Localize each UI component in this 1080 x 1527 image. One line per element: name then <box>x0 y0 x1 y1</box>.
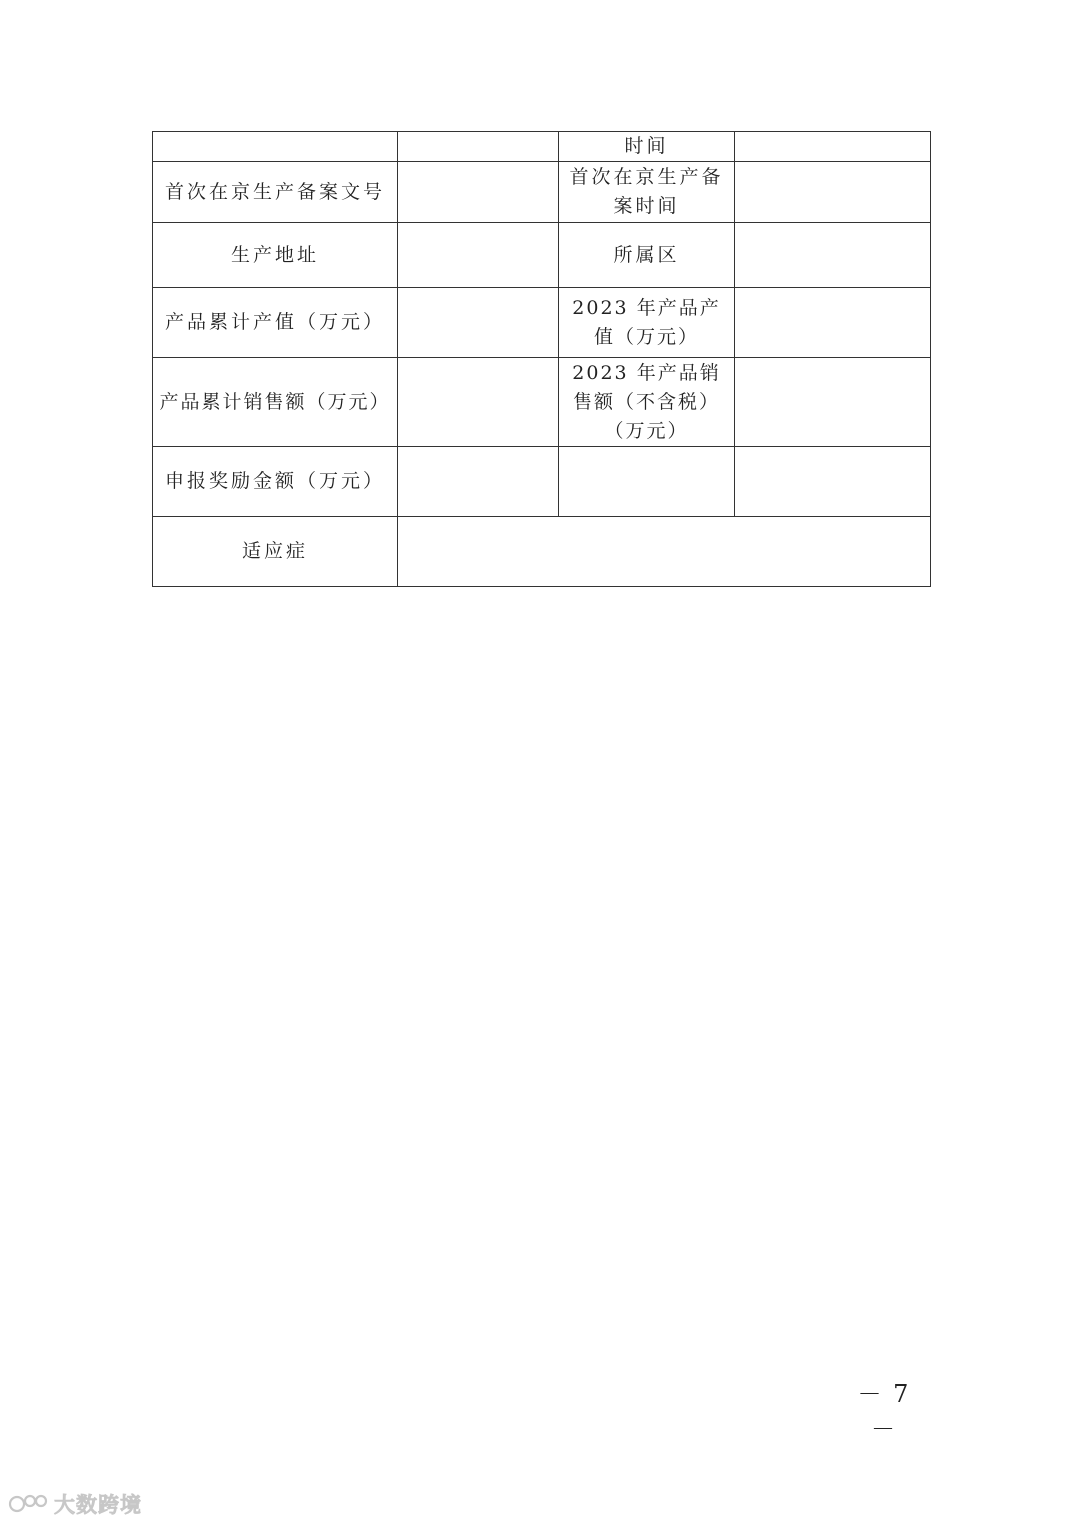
brand-logo-icon <box>8 1492 48 1516</box>
table-row <box>153 288 931 358</box>
form-value-cell[interactable] <box>735 288 931 358</box>
form-value-cell[interactable] <box>735 358 931 447</box>
declaration-form-table <box>152 131 931 587</box>
form-label: 申报奖励金额（万元） <box>153 447 398 517</box>
form-label <box>153 132 398 162</box>
watermark <box>8 1490 142 1518</box>
watermark-text: 大数跨境 <box>54 1493 142 1517</box>
table-row <box>153 447 931 517</box>
form-value-cell[interactable] <box>735 132 931 162</box>
form-value-cell[interactable] <box>735 447 931 517</box>
form-value-cell[interactable] <box>559 447 735 517</box>
table-row <box>153 517 931 587</box>
table-row <box>153 223 931 288</box>
form-value-cell[interactable] <box>398 358 559 447</box>
form-label: 生产地址 <box>153 223 398 288</box>
form-label: 适应症 <box>153 517 398 587</box>
form-label: 产品累计销售额（万元） <box>153 358 398 447</box>
form-label: 2023 年产品销售额（不含税）（万元） <box>559 358 735 447</box>
form-value-cell[interactable] <box>398 162 559 223</box>
form-label: 时间 <box>559 132 735 162</box>
form-value-cell[interactable] <box>398 132 559 162</box>
form-value-cell[interactable] <box>398 223 559 288</box>
form-label: 所属区 <box>559 223 735 288</box>
form-value-cell[interactable] <box>398 517 931 587</box>
form-label: 首次在京生产备案文号 <box>153 162 398 223</box>
table-row <box>153 132 931 162</box>
form-value-cell[interactable] <box>735 162 931 223</box>
form-label: 首次在京生产备案时间 <box>559 162 735 223</box>
table-row <box>153 358 931 447</box>
form-label: 2023 年产品产值（万元） <box>559 288 735 358</box>
form-value-cell[interactable] <box>398 447 559 517</box>
table-row <box>153 162 931 223</box>
page-number: － 7 － <box>857 1380 911 1443</box>
form-label: 产品累计产值（万元） <box>153 288 398 358</box>
form-value-cell[interactable] <box>398 288 559 358</box>
form-value-cell[interactable] <box>735 223 931 288</box>
